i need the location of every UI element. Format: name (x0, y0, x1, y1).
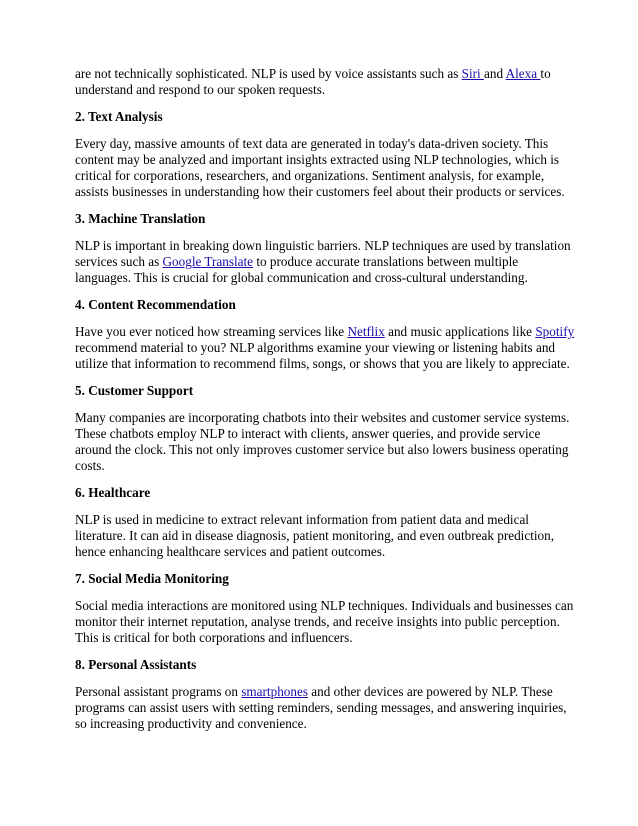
paragraph-text-analysis: Every day, massive amounts of text data are generated in today's data-driven society. This content may be analyzed and important insights extracted using NLP technologies, which is critical for corporations, researchers, and organizations. Sentiment analysis, for example, assists businesses in understanding how their customers feel about their products or services. (75, 136, 565, 199)
intro-text-2: and (484, 66, 506, 81)
recommendation-text-3: recommend material to you? NLP algorithms examine your viewing or listening habits and utilize that information to recommend films, songs, or shows that you are likely to appreciate. (75, 340, 570, 371)
recommendation-text-2: and music applications like (384, 324, 536, 339)
paragraph-machine-translation (75, 238, 575, 286)
intro-text-1: are not technically sophisticated. NLP is used by voice assistants such as (75, 66, 462, 81)
heading-machine-translation: 3. Machine Translation (75, 211, 206, 226)
heading-social-media-monitoring: 7. Social Media Monitoring (75, 571, 229, 586)
intro-paragraph (75, 66, 575, 98)
netflix-link[interactable]: Netflix (347, 324, 385, 339)
intro-text-3: to understand and respond to our spoken requests. (75, 66, 551, 97)
heading-healthcare: 6. Healthcare (75, 485, 151, 500)
assistants-text-1: Personal assistant programs on (75, 684, 242, 699)
paragraph-customer-support: Many companies are incorporating chatbots into their websites and customer service systems. These chatbots employ NLP to interact with clients, answer queries, and provide service around the clock. This not only improves customer service but also lowers business operating costs. (75, 410, 570, 473)
paragraph-content-recommendation (75, 324, 575, 372)
paragraph-healthcare: NLP is used in medicine to extract relevant information from patient data and medical literature. It can aid in disease diagnosis, patient monitoring, and even outbreak prediction, hence enhancing healthcare services and patient outcomes. (75, 512, 554, 559)
translation-text-1: NLP is important in breaking down linguistic barriers. NLP techniques are used by translation services such as (75, 238, 571, 269)
heading-content-recommendation: 4. Content Recommendation (75, 297, 236, 312)
alexa-link[interactable]: Alexa (505, 66, 541, 81)
heading-personal-assistants: 8. Personal Assistants (75, 657, 197, 672)
recommendation-text-1: Have you ever noticed how streaming services like (75, 324, 348, 339)
heading-customer-support: 5. Customer Support (75, 383, 194, 398)
paragraph-social-media-monitoring: Social media interactions are monitored using NLP techniques. Individuals and businesses can monitor their internet reputation, analyse trends, and receive insights into public perception. This is critical for both corporations and influencers. (75, 598, 574, 645)
heading-text-analysis: 2. Text Analysis (75, 109, 163, 124)
google-translate-link[interactable]: Google Translate (162, 254, 254, 269)
document-page (75, 66, 575, 743)
paragraph-personal-assistants (75, 684, 575, 732)
assistants-text-2: and other devices are powered by NLP. These programs can assist users with setting reminders, sending messages, and answering inquiries, so increasing productivity and convenience. (75, 684, 567, 731)
translation-text-2: to produce accurate translations between multiple languages. This is crucial for global communication and cross-cultural understanding. (75, 254, 528, 285)
smartphones-link[interactable]: smartphones (241, 684, 308, 699)
siri-link[interactable]: Siri (461, 66, 484, 81)
spotify-link[interactable]: Spotify (535, 324, 575, 339)
